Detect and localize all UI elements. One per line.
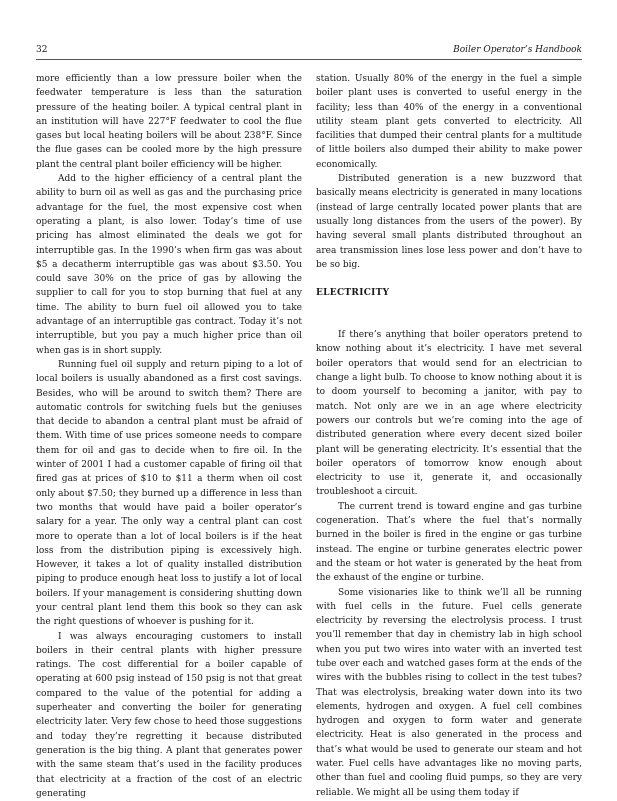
- paragraph: The current trend is toward engine and gas turbine cogeneration. That’s where the fuel that’s normally burned in the boiler is fired in the engine or gas turbine instead. The engine or turbine generates electric power and the steam or hot water is generated by the heat from the exhaust of the engine or turbine.: [316, 501, 582, 584]
- section-heading: ELECTRICITY: [316, 288, 390, 299]
- left-column: [36, 72, 302, 799]
- paragraph: more efficiently than a low pressure boiler when the feedwater temperature is less than the saturation pressure of the heating boiler. A typical central plant in an institution will have 227°F feedwater to cool the flue gases but local heating boilers will be about 238°F. Since the flue gases can be cooled more by the high pressure plant the central plant boiler efficiency will be higher.: [36, 74, 302, 170]
- paragraph: Add to the higher efficiency of a central plant the ability to burn oil as well as gas and the purchasing price advantage for the fuel, the most expensive cost when operating a plant, is also lower. Today’s time of use pricing has almost eliminated the deals we got for interruptible gas. In the 1990’s when firm gas was about $5 a decatherm interruptible gas was about $3.50. You could save 30% on the price of gas by allowing the supplier to call for you to stop burning that fuel at any time. The ability to burn fuel oil allowed you to take advantage of an interruptible gas contract. Today it’s not interruptible, but you pay a much higher price than oil when gas is in short supply.: [36, 174, 302, 356]
- page-number: 32: [36, 45, 48, 55]
- paragraph: If there’s anything that boiler operators pretend to know nothing about it’s electricity. I have met several boiler operators that would send for an electrician to change a light bulb. To choose to know nothing about it is to doom yourself to becoming a janitor, with pay to match. Not only are we in an age where electricity powers our controls but we’re coming into the age of distributed generation where every decent sized boiler plant will be generating electricity. It’s essential that the boiler operators of tomorrow know enough about electricity to use it, generate it, and occasionally troubleshoot a circuit.: [316, 330, 582, 498]
- header-rule: [36, 59, 582, 60]
- running-title: Boiler Operator’s Handbook: [453, 45, 582, 55]
- paragraph: I was always encouraging customers to install boilers in their central plants with higher pressure ratings. The cost differential for a boiler capable of operating at 600 psig instead of 150 psig is not that great compared to the value of the potential for adding a superheater and converting the boiler for generating electricity later. Very few chose to heed those suggestions and today they’re regretting it because distributed generation is the big thing. A plant that generates power with the same steam that’s used in the facility produces that electricity at a fraction of the cost of an electric generating: [36, 631, 302, 799]
- paragraph: Some visionaries like to think we’ll all be running with fuel cells in the future. Fuel cells generate electricity by reversing the electrolysis process. I trust you’ll remember that day in chemistry lab in high school when you put two wires into water with an inverted test tube over each and watched gases form at the ends of the wires with the bubbles rising to collect in the test tubes? That was electrolysis, breaking water down into its two elements, hydrogen and oxygen. A fuel cell combines hydrogen and oxygen to form water and generate electricity. Heat is also generated in the process and that’s what would be used to generate our steam and hot water. Fuel cells have advantages like no moving parts, other than fuel and cooling fluid pumps, so they are very reliable. We might all be using them today if: [316, 587, 582, 798]
- right-column: [316, 72, 582, 798]
- paragraph: Distributed generation is a new buzzword that basically means electricity is generated in many locations (instead of large centrally located power plants that are usually long distances from the users of the power). By having several small plants distributed throughout an area transmission lines lose less power and don’t have to be so big.: [316, 174, 582, 270]
- paragraph: Running fuel oil supply and return piping to a lot of local boilers is usually abandoned as a first cost savings. Besides, who will be around to switch them? There are automatic controls for switching fuels but the geniuses that decide to abandon a central plant must be afraid of them. With time of use prices someone needs to compare them for oil and gas to decide when to fire oil. In the winter of 2001 I had a customer capable of firing oil that fired gas at prices of $10 to $11 a therm when oil cost only about $7.50; they burned up a difference in less than two months that would have paid a boiler operator’s salary for a year. The only way a central plant can cost more to operate than a lot of local boilers is if the heat loss from the distribution piping is excessively high. However, it takes a lot of quality installed distribution piping to produce enough heat loss to justify a lot of local boilers. If your management is considering shutting down your central plant lend them this book so they can ask the right questions of whoever is pushing for it.: [36, 359, 302, 628]
- page-header: [36, 44, 582, 58]
- paragraph: station. Usually 80% of the energy in the fuel a simple boiler plant uses is converted to useful energy in the facility; less than 40% of the energy in a conventional utility steam plant gets converted to electricity. All facilities that dumped their central plants for a multitude of little boilers also dumped their ability to make power economically.: [316, 74, 582, 170]
